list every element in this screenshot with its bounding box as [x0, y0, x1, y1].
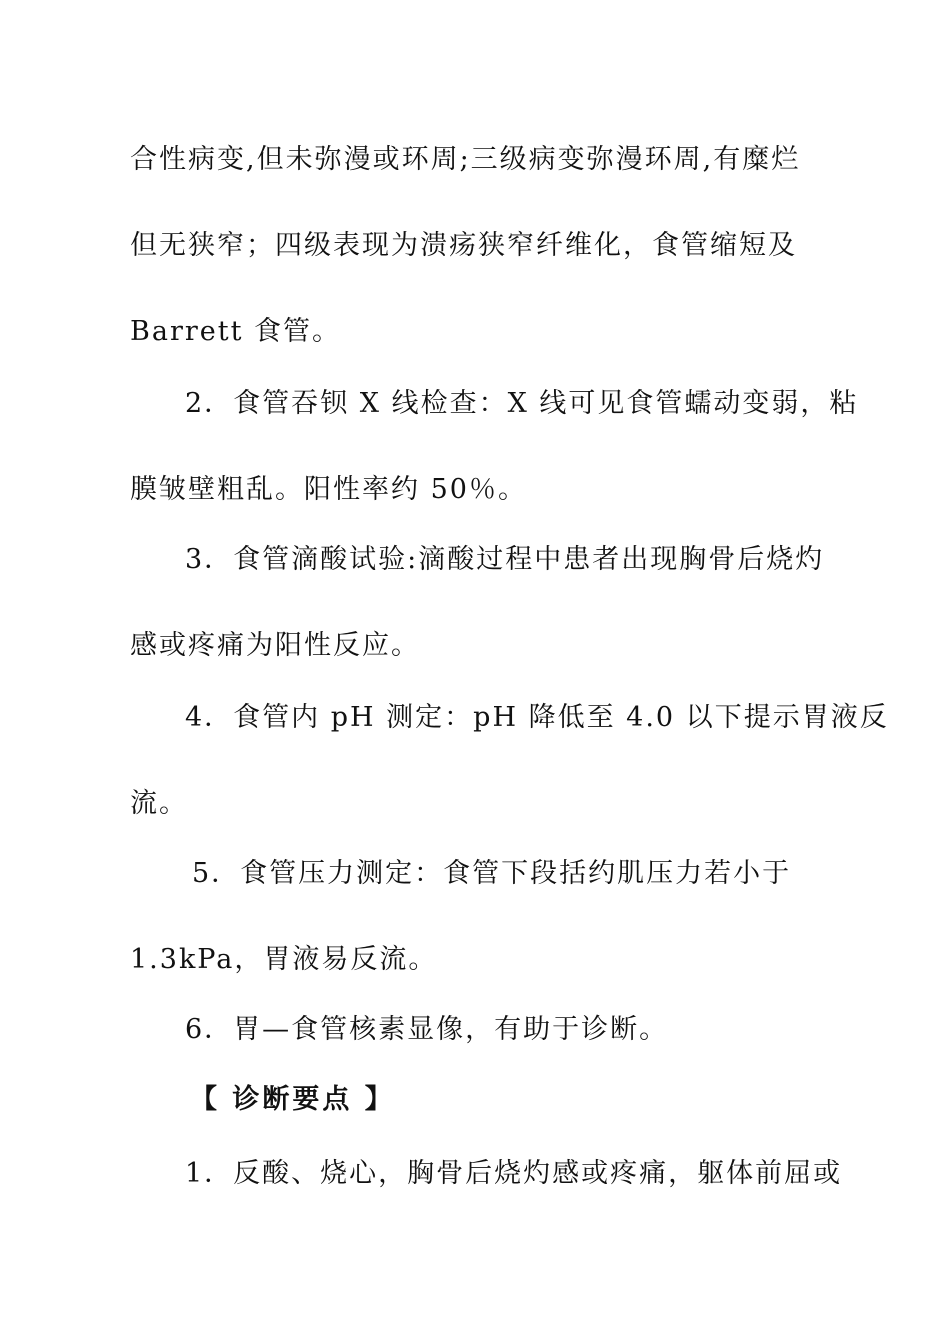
body-line-2: 但无狭窄；四级表现为溃疡狭窄纤维化，食管缩短及 — [130, 230, 797, 261]
item-5-line-2: 1.3kPa，胃液易反流。 — [130, 944, 438, 975]
body-line-1: 合性病变,但未弥漫或环周;三级病变弥漫环周,有糜烂 — [130, 144, 801, 175]
section-heading: 【 诊断要点 】 — [190, 1084, 395, 1115]
item-4-line-2: 流。 — [130, 788, 188, 819]
item-4-line-1: 4．食管内 pH 测定：pH 降低至 4.0 以下提示胃液反 — [185, 702, 889, 733]
item-6-line-1: 6．胃—食管核素显像，有助于诊断。 — [185, 1014, 669, 1045]
diagnosis-line-1: 1．反酸、烧心，胸骨后烧灼感或疼痛，躯体前屈或 — [185, 1158, 843, 1189]
item-3-line-2: 感或疼痛为阳性反应。 — [130, 630, 420, 661]
item-2-line-1: 2．食管吞钡 X 线检查：X 线可见食管蠕动变弱，粘 — [185, 388, 859, 419]
body-line-3: Barrett 食管。 — [130, 316, 342, 347]
item-5-line-1: 5．食管压力测定：食管下段括约肌压力若小于 — [192, 858, 792, 889]
item-3-line-1: 3．食管滴酸试验:滴酸过程中患者出现胸骨后烧灼 — [185, 544, 825, 575]
item-2-line-2: 膜皱壁粗乱。阳性率约 50％。 — [130, 474, 527, 505]
